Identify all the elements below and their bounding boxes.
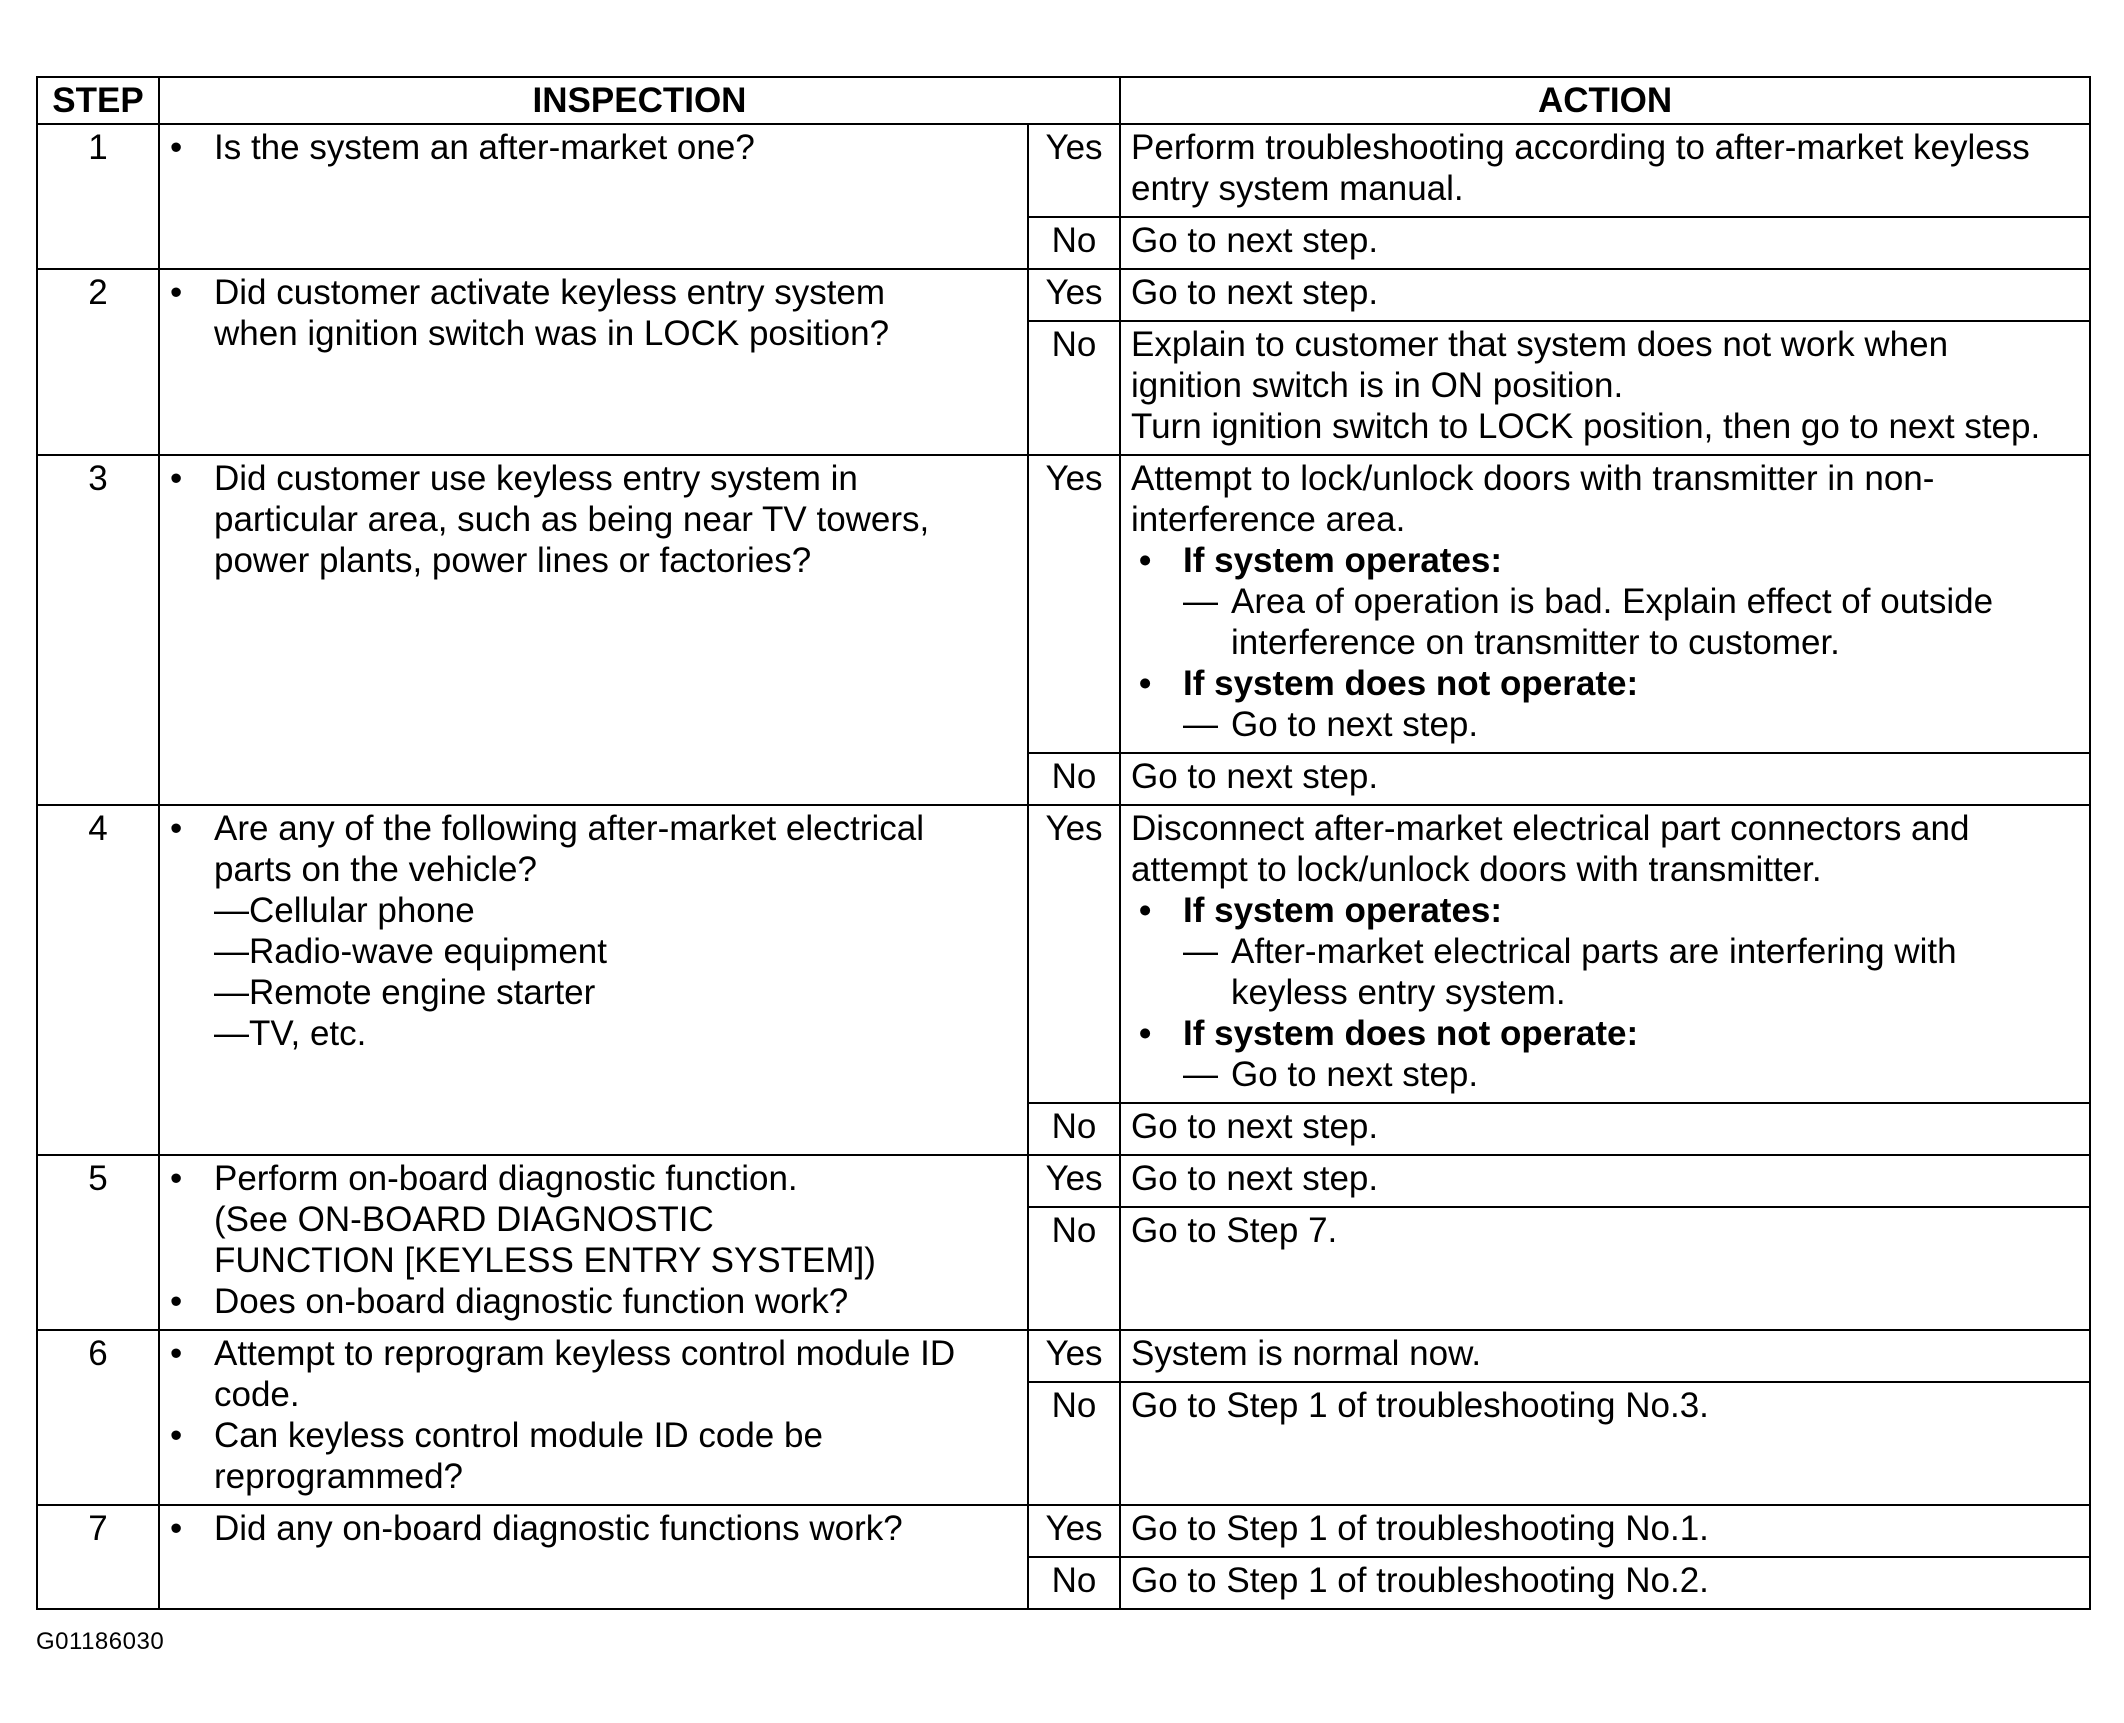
table-row bbox=[37, 805, 2090, 1103]
step-number: 1 bbox=[37, 124, 159, 269]
step-number: 6 bbox=[37, 1330, 159, 1505]
no-label: No bbox=[1028, 1557, 1120, 1609]
dash-glyph: — bbox=[214, 973, 249, 1012]
inspection-line: Did any on-board diagnostic functions work? bbox=[214, 1509, 903, 1548]
table-row bbox=[37, 124, 2090, 217]
bullet-glyph: • bbox=[170, 459, 183, 498]
action-line: interference area. bbox=[1131, 500, 1406, 539]
table-row bbox=[37, 1505, 2090, 1557]
inspection-subitem bbox=[214, 972, 1017, 1013]
dash-glyph: — bbox=[214, 891, 249, 930]
dash-glyph: — bbox=[214, 932, 249, 971]
inspection-line: power plants, power lines or factories? bbox=[214, 541, 812, 580]
inspection-subitem bbox=[214, 1013, 1017, 1054]
bullet-glyph: • bbox=[1139, 891, 1152, 930]
inspection-subitem bbox=[214, 931, 1017, 972]
if-not-operates-label: If system does not operate: bbox=[1183, 664, 1639, 703]
action-line: Go to next step. bbox=[1131, 221, 1379, 260]
bullet-glyph: • bbox=[170, 1159, 183, 1198]
inspection-line: reprogrammed? bbox=[214, 1457, 463, 1496]
action-line: Go to Step 1 of troubleshooting No.3. bbox=[1131, 1386, 1709, 1425]
inspection-cell bbox=[159, 1330, 1028, 1505]
no-action-cell bbox=[1120, 1103, 2090, 1155]
bullet-glyph: • bbox=[170, 128, 183, 167]
yes-label: Yes bbox=[1028, 455, 1120, 753]
action-bullet bbox=[1131, 663, 2079, 704]
no-action-cell bbox=[1120, 1207, 2090, 1330]
action-line: Go to next step. bbox=[1131, 273, 1379, 312]
inspection-line: code. bbox=[214, 1375, 300, 1414]
action-line: System is normal now. bbox=[1131, 1334, 1482, 1373]
inspection-bullet bbox=[170, 1333, 1017, 1415]
bullet-glyph: • bbox=[170, 1334, 183, 1373]
no-label: No bbox=[1028, 1382, 1120, 1505]
yes-action-cell bbox=[1120, 1505, 2090, 1557]
inspection-line: Did customer activate keyless entry system bbox=[214, 273, 886, 312]
no-action-cell bbox=[1120, 1557, 2090, 1609]
inspection-line: Are any of the following after-market electrical bbox=[214, 809, 925, 848]
action-line: Go to Step 1 of troubleshooting No.1. bbox=[1131, 1509, 1709, 1548]
inspection-cell bbox=[159, 455, 1028, 805]
dash-glyph: — bbox=[1183, 582, 1219, 621]
no-action-cell bbox=[1120, 753, 2090, 805]
inspection-line: particular area, such as being near TV towers, bbox=[214, 500, 930, 539]
yes-action-cell bbox=[1120, 1155, 2090, 1207]
step-number: 7 bbox=[37, 1505, 159, 1609]
inspection-line: Attempt to reprogram keyless control module ID bbox=[214, 1334, 956, 1373]
action-line: Turn ignition switch to LOCK position, then go to next step. bbox=[1131, 407, 2041, 446]
inspection-line: (See ON-BOARD DIAGNOSTIC bbox=[214, 1200, 714, 1239]
dash-glyph: — bbox=[1183, 705, 1219, 744]
no-label: No bbox=[1028, 1103, 1120, 1155]
action-bullet bbox=[1131, 1013, 2079, 1054]
action-dash-item bbox=[1131, 704, 2079, 745]
yes-action-cell bbox=[1120, 124, 2090, 217]
inspection-bullet bbox=[170, 1158, 1017, 1281]
dash-glyph: — bbox=[1183, 932, 1219, 971]
action-line: interference on transmitter to customer. bbox=[1231, 623, 1840, 662]
action-line: Go to next step. bbox=[1131, 757, 1379, 796]
inspection-header: INSPECTION bbox=[159, 77, 1120, 124]
inspection-line: Can keyless control module ID code be bbox=[214, 1416, 823, 1455]
bullet-glyph: • bbox=[170, 273, 183, 312]
yes-action-cell bbox=[1120, 1330, 2090, 1382]
inspection-bullet bbox=[170, 458, 1017, 581]
action-header: ACTION bbox=[1120, 77, 2090, 124]
inspection-cell bbox=[159, 1505, 1028, 1609]
inspection-bullet bbox=[170, 127, 1017, 168]
inspection-cell bbox=[159, 269, 1028, 455]
bullet-glyph: • bbox=[1139, 541, 1152, 580]
yes-action-cell bbox=[1120, 805, 2090, 1103]
action-dash-item bbox=[1131, 1054, 2079, 1095]
yes-action-cell bbox=[1120, 269, 2090, 321]
action-line: Attempt to lock/unlock doors with transmitter in non- bbox=[1131, 459, 1935, 498]
subitem-text: Remote engine starter bbox=[249, 973, 596, 1012]
table-row bbox=[37, 1330, 2090, 1382]
action-line: Go to Step 7. bbox=[1131, 1211, 1338, 1250]
inspection-line: Perform on-board diagnostic function. bbox=[214, 1159, 798, 1198]
header-row bbox=[37, 77, 2090, 124]
inspection-bullet bbox=[170, 1508, 1017, 1549]
inspection-cell bbox=[159, 805, 1028, 1155]
action-line: Go to next step. bbox=[1131, 1159, 1379, 1198]
inspection-bullet bbox=[170, 1415, 1017, 1497]
action-line: Explain to customer that system does not work when bbox=[1131, 325, 1949, 364]
action-line: Disconnect after-market electrical part connectors and bbox=[1131, 809, 1970, 848]
inspection-cell bbox=[159, 124, 1028, 269]
yes-label: Yes bbox=[1028, 805, 1120, 1103]
no-label: No bbox=[1028, 753, 1120, 805]
action-line: Go to next step. bbox=[1131, 1107, 1379, 1146]
action-line: keyless entry system. bbox=[1231, 973, 1566, 1012]
action-dash-item bbox=[1131, 581, 2079, 663]
inspection-line: Does on-board diagnostic function work? bbox=[214, 1282, 849, 1321]
inspection-line: when ignition switch was in LOCK position? bbox=[214, 314, 890, 353]
yes-label: Yes bbox=[1028, 1155, 1120, 1207]
no-action-cell bbox=[1120, 1382, 2090, 1505]
step-number: 3 bbox=[37, 455, 159, 805]
subitem-text: Cellular phone bbox=[249, 891, 475, 930]
bullet-glyph: • bbox=[1139, 1014, 1152, 1053]
inspection-line: Is the system an after-market one? bbox=[214, 128, 755, 167]
step-number: 2 bbox=[37, 269, 159, 455]
action-line: attempt to lock/unlock doors with transmitter. bbox=[1131, 850, 1822, 889]
no-label: No bbox=[1028, 1207, 1120, 1330]
inspection-bullet bbox=[170, 808, 1017, 1054]
action-line: Go to Step 1 of troubleshooting No.2. bbox=[1131, 1561, 1709, 1600]
bullet-glyph: • bbox=[170, 1509, 183, 1548]
dash-glyph: — bbox=[214, 1014, 249, 1053]
inspection-bullet bbox=[170, 272, 1017, 354]
dash-glyph: — bbox=[1183, 1055, 1219, 1094]
action-dash-item bbox=[1131, 931, 2079, 1013]
figure-id: G01186030 bbox=[36, 1628, 165, 1655]
action-line: After-market electrical parts are interfering with bbox=[1231, 932, 1957, 971]
yes-label: Yes bbox=[1028, 269, 1120, 321]
action-line: Area of operation is bad. Explain effect of outside bbox=[1231, 582, 1994, 621]
no-label: No bbox=[1028, 217, 1120, 269]
yes-label: Yes bbox=[1028, 124, 1120, 217]
bullet-glyph: • bbox=[1139, 664, 1152, 703]
action-line: Perform troubleshooting according to after-market keyless bbox=[1131, 128, 2030, 167]
yes-label: Yes bbox=[1028, 1330, 1120, 1382]
table-row bbox=[37, 455, 2090, 753]
subitem-text: TV, etc. bbox=[249, 1014, 367, 1053]
troubleshooting-document bbox=[36, 76, 2089, 1610]
subitem-text: Radio-wave equipment bbox=[249, 932, 607, 971]
step-header: STEP bbox=[37, 77, 159, 124]
action-line: Go to next step. bbox=[1231, 705, 1479, 744]
yes-label: Yes bbox=[1028, 1505, 1120, 1557]
inspection-subitem bbox=[214, 890, 1017, 931]
troubleshooting-table bbox=[36, 76, 2091, 1610]
if-operates-label: If system operates: bbox=[1183, 891, 1503, 930]
bullet-glyph: • bbox=[170, 809, 183, 848]
inspection-line: Did customer use keyless entry system in bbox=[214, 459, 858, 498]
if-operates-label: If system operates: bbox=[1183, 541, 1503, 580]
inspection-bullet bbox=[170, 1281, 1017, 1322]
bullet-glyph: • bbox=[170, 1416, 183, 1455]
action-bullet bbox=[1131, 540, 2079, 581]
table-row bbox=[37, 269, 2090, 321]
action-line: entry system manual. bbox=[1131, 169, 1464, 208]
no-label: No bbox=[1028, 321, 1120, 455]
no-action-cell bbox=[1120, 217, 2090, 269]
inspection-cell bbox=[159, 1155, 1028, 1330]
inspection-line: parts on the vehicle? bbox=[214, 850, 537, 889]
action-line: Go to next step. bbox=[1231, 1055, 1479, 1094]
bullet-glyph: • bbox=[170, 1282, 183, 1321]
table-row bbox=[37, 1155, 2090, 1207]
step-number: 5 bbox=[37, 1155, 159, 1330]
action-line: ignition switch is in ON position. bbox=[1131, 366, 1624, 405]
action-bullet bbox=[1131, 890, 2079, 931]
step-number: 4 bbox=[37, 805, 159, 1155]
inspection-line: FUNCTION [KEYLESS ENTRY SYSTEM]) bbox=[214, 1241, 876, 1280]
no-action-cell bbox=[1120, 321, 2090, 455]
if-not-operates-label: If system does not operate: bbox=[1183, 1014, 1639, 1053]
yes-action-cell bbox=[1120, 455, 2090, 753]
